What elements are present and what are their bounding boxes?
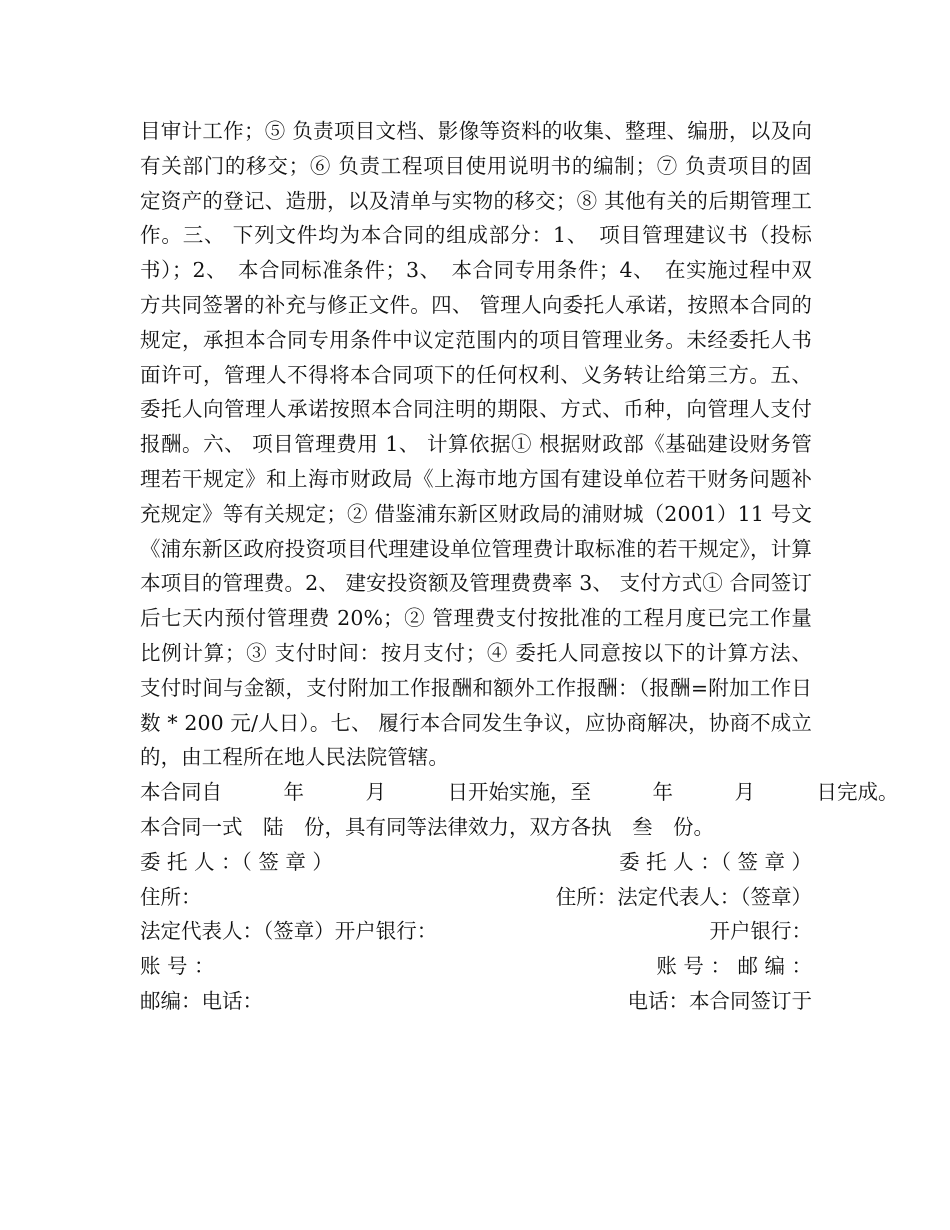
signature-row-address — [140, 880, 812, 915]
signature-right: 账 号 ： 邮 编 ： — [656, 954, 812, 979]
signature-row-account — [140, 949, 812, 984]
signature-left: 邮编：电话： — [140, 988, 263, 1013]
signature-row-postcode-phone — [140, 984, 812, 1019]
contract-copies-line: 本合同一式 陆 份，具有同等法律效力，双方各执 叁 份。 — [140, 814, 714, 839]
signature-row-representative-bank — [140, 914, 812, 949]
contract-page — [140, 114, 899, 1019]
signature-right: 委 托 人 ：（ 签 章 ） — [619, 849, 812, 874]
signature-left: 委 托 人 ：（ 签 章 ） — [140, 849, 333, 874]
signature-left: 法定代表人：（签章）开户银行： — [140, 919, 438, 944]
signature-right: 电话：本合同签订于 — [627, 988, 812, 1013]
signature-row-client-seal — [140, 845, 812, 880]
signature-right: 住所：法定代表人：（签章） — [555, 884, 812, 909]
contract-term-line: 本合同自 年 月 日开始实施，至 年 月 日完成。 — [140, 780, 899, 805]
signature-left: 住所： — [140, 884, 202, 909]
signature-left: 账 号 ： — [140, 954, 215, 979]
contract-body-paragraph: 目审计工作；⑤ 负责项目文档、影像等资料的收集、整理、编册，以及向有关部门的移交；⑥ 负责工程项目使用说明书的编制；⑦ 负责项目的固定资产的登记、造册，以及清单与实物的移交；⑧ 其他有关的后期管理工作。三、 下列文件均为本合同的组成部分：1、 项目管理建议书（投标书）；2、 本合同标准条件；3、 本合同专用条件；4、 在实施过程中双方共同签署的补充与修正文件。四、 管理人向委托人承诺，按照本合同的规定，承担本合同专用条件中议定范围内的项目管理业务。未经委托人书面许可，管理人不得将本合同项下的任何权利、义务转让给第三方。五、 委托人向管理人承诺按照本合同注明的期限、方式、币种，向管理人支付报酬。六、 项目管理费用 1、 计算依据① 根据财政部《基础建设财务管理若干规定》和上海市财政局《上海市地方国有建设单位若干财务问题补充规定》等有关规定；② 借鉴浦东新区财政局的浦财城（2001）11 号文《浦东新区政府投资项目代理建设单位管理费计取标准的若干规定》，计算本项目的管理费。2、 建安投资额及管理费费率 3、 支付方式① 合同签订后七天内预付管理费 20%；② 管理费支付按批准的工程月度已完工作量比例计算；③ 支付时间：按月支付；④ 委托人同意按以下的计算方法、支付时间与金额，支付附加工作报酬和额外工作报酬：（报酬=附加工作日数 * 200 元/人日）。七、 履行本合同发生争议，应协商解决，协商不成立的，由工程所在地人民法院管辖。 — [140, 119, 812, 770]
signature-right: 开户银行： — [709, 919, 812, 944]
